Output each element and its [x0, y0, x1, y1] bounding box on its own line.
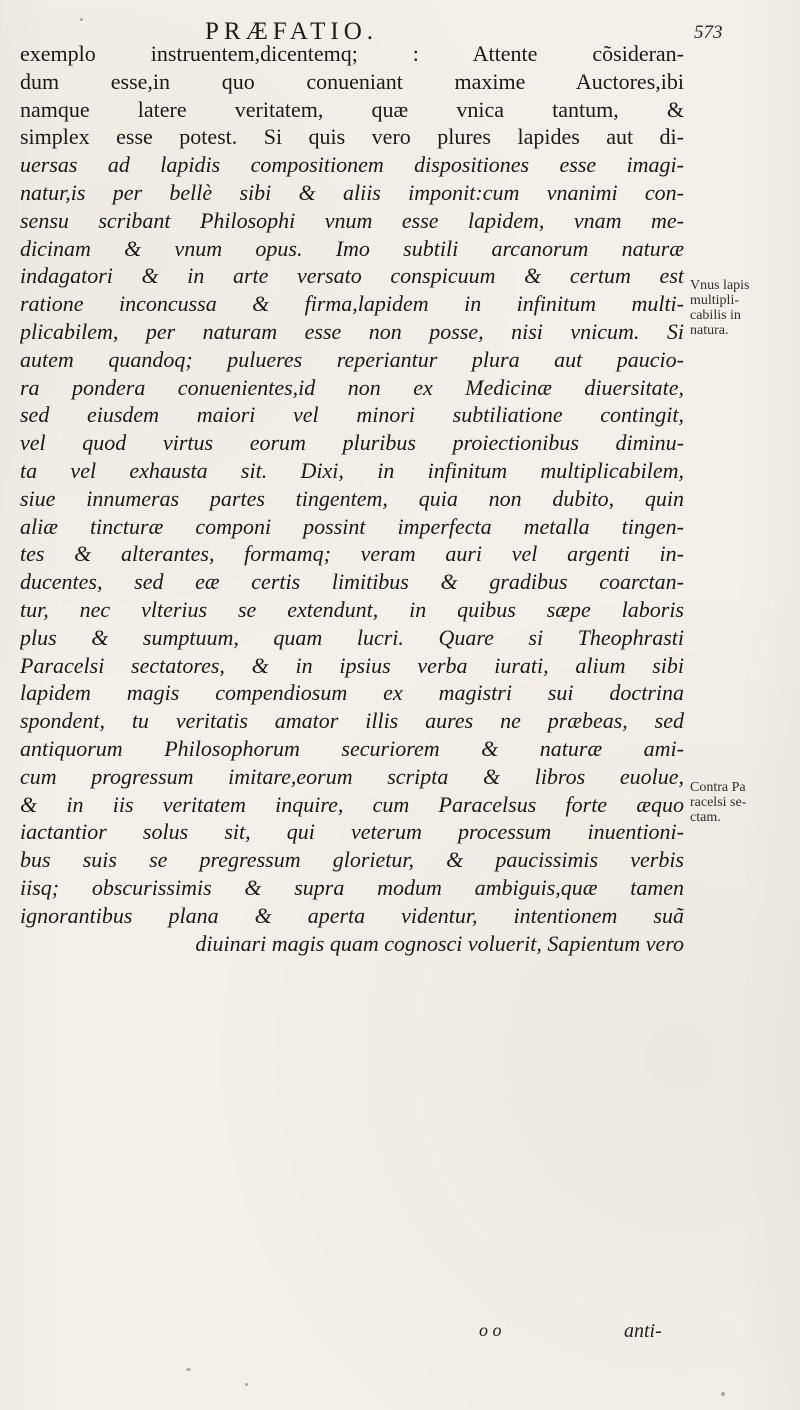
text-line: iactantior solus sit, qui veterum processum inuentioni- [20, 819, 684, 845]
text-line: tes & alterantes, formamq; veram auri vel argenti in- [20, 541, 684, 567]
main-text-block [20, 40, 684, 957]
text-line: ta vel exhausta sit. Dixi, in infinitum multiplicabilem, [20, 457, 684, 483]
marginal-note [690, 780, 794, 825]
marginal-note-line: cabilis in [690, 308, 741, 323]
text-line: ratione inconcussa & firma,lapidem in infinitum multi- [20, 291, 684, 317]
text-line: ignorantibus plana & aperta videntur, intentionem suã [20, 902, 684, 928]
text-line: lapidem magis compendiosum ex magistri sui doctrina [20, 680, 684, 706]
text-line: dum esse,in quo conueniant maxime Auctores,ibi [20, 68, 684, 94]
text-line: plus & sumptuum, quam lucri. Quare si Theophrasti [20, 624, 684, 650]
text-line: Paracelsi sectatores, & in ipsius verba iurati, alium sibi [20, 652, 684, 678]
marginal-note-line: natura. [690, 323, 729, 338]
text-line: uersas ad lapidis compositionem dispositiones esse imagi- [20, 152, 684, 178]
text-line: cum progressum imitare,eorum scripta & libros euolue, [20, 763, 684, 789]
text-line: dicinam & vnum opus. Imo subtili arcanorum naturæ [20, 235, 684, 261]
paper-speck [80, 18, 83, 21]
marginal-note-line: ctam. [690, 810, 721, 825]
text-line: sensu scribant Philosophi vnum esse lapidem, vnam me- [20, 207, 684, 233]
marginal-note-line: racelsi se- [690, 795, 747, 810]
text-line: aliæ tincturæ componi possint imperfecta metalla tingen- [20, 513, 684, 539]
paper-speck [245, 1383, 248, 1386]
text-line: exemplo instruentem,dicentemq; : Attente cõsideran- [20, 41, 684, 66]
text-line: diuinari magis quam cognosci voluerit, Sapientum vero [195, 930, 684, 956]
marginal-note-line: Contra Pa [690, 780, 746, 795]
text-line: autem quandoq; pulueres reperiantur plura aut paucio- [20, 346, 684, 372]
text-line: iisq; obscurissimis & supra modum ambiguis,quæ tamen [20, 874, 684, 900]
marginal-note-line: Vnus lapis [690, 278, 750, 293]
signature-mark: o o [479, 1320, 502, 1340]
marginal-note-line: multipli- [690, 293, 739, 308]
catchword: anti- [624, 1320, 662, 1342]
paper-speck [186, 1368, 191, 1371]
text-line: antiquorum Philosophorum securiorem & naturæ ami- [20, 735, 684, 761]
running-title: PRÆFATIO. [205, 18, 379, 45]
paper-speck [721, 1392, 725, 1396]
text-line: siue innumeras partes tingentem, quia non dubito, quin [20, 485, 684, 511]
text-line: tur, nec vlterius se extendunt, in quibus sæpe laboris [20, 596, 684, 622]
marginal-note [690, 278, 794, 338]
text-line: spondent, tu veritatis amator illis aures ne præbeas, sed [20, 708, 684, 734]
text-line: ducentes, sed eæ certis limitibus & gradibus coarctan- [20, 569, 684, 595]
text-line: sed eiusdem maiori vel minori subtiliatione contingit, [20, 402, 684, 428]
text-line: namque latere veritatem, quæ vnica tantum, & [20, 96, 684, 122]
page-number: 573 [694, 22, 723, 43]
text-line: vel quod virtus eorum pluribus proiectionibus diminu- [20, 430, 684, 456]
text-line: & in iis veritatem inquire, cum Paracelsus forte æquo [20, 791, 684, 817]
text-line: bus suis se pregressum glorietur, & paucissimis verbis [20, 847, 684, 873]
text-line: simplex esse potest. Si quis vero plures lapides aut di- [20, 124, 684, 150]
text-line: ra pondera conuenientes,id non ex Medicinæ diuersitate, [20, 374, 684, 400]
text-line: natur,is per bellè sibi & aliis imponit:cum vnanimi con- [20, 179, 684, 205]
text-line: indagatori & in arte versato conspicuum & certum est [20, 263, 684, 289]
text-line: plicabilem, per naturam esse non posse, nisi vnicum. Si [20, 318, 684, 344]
